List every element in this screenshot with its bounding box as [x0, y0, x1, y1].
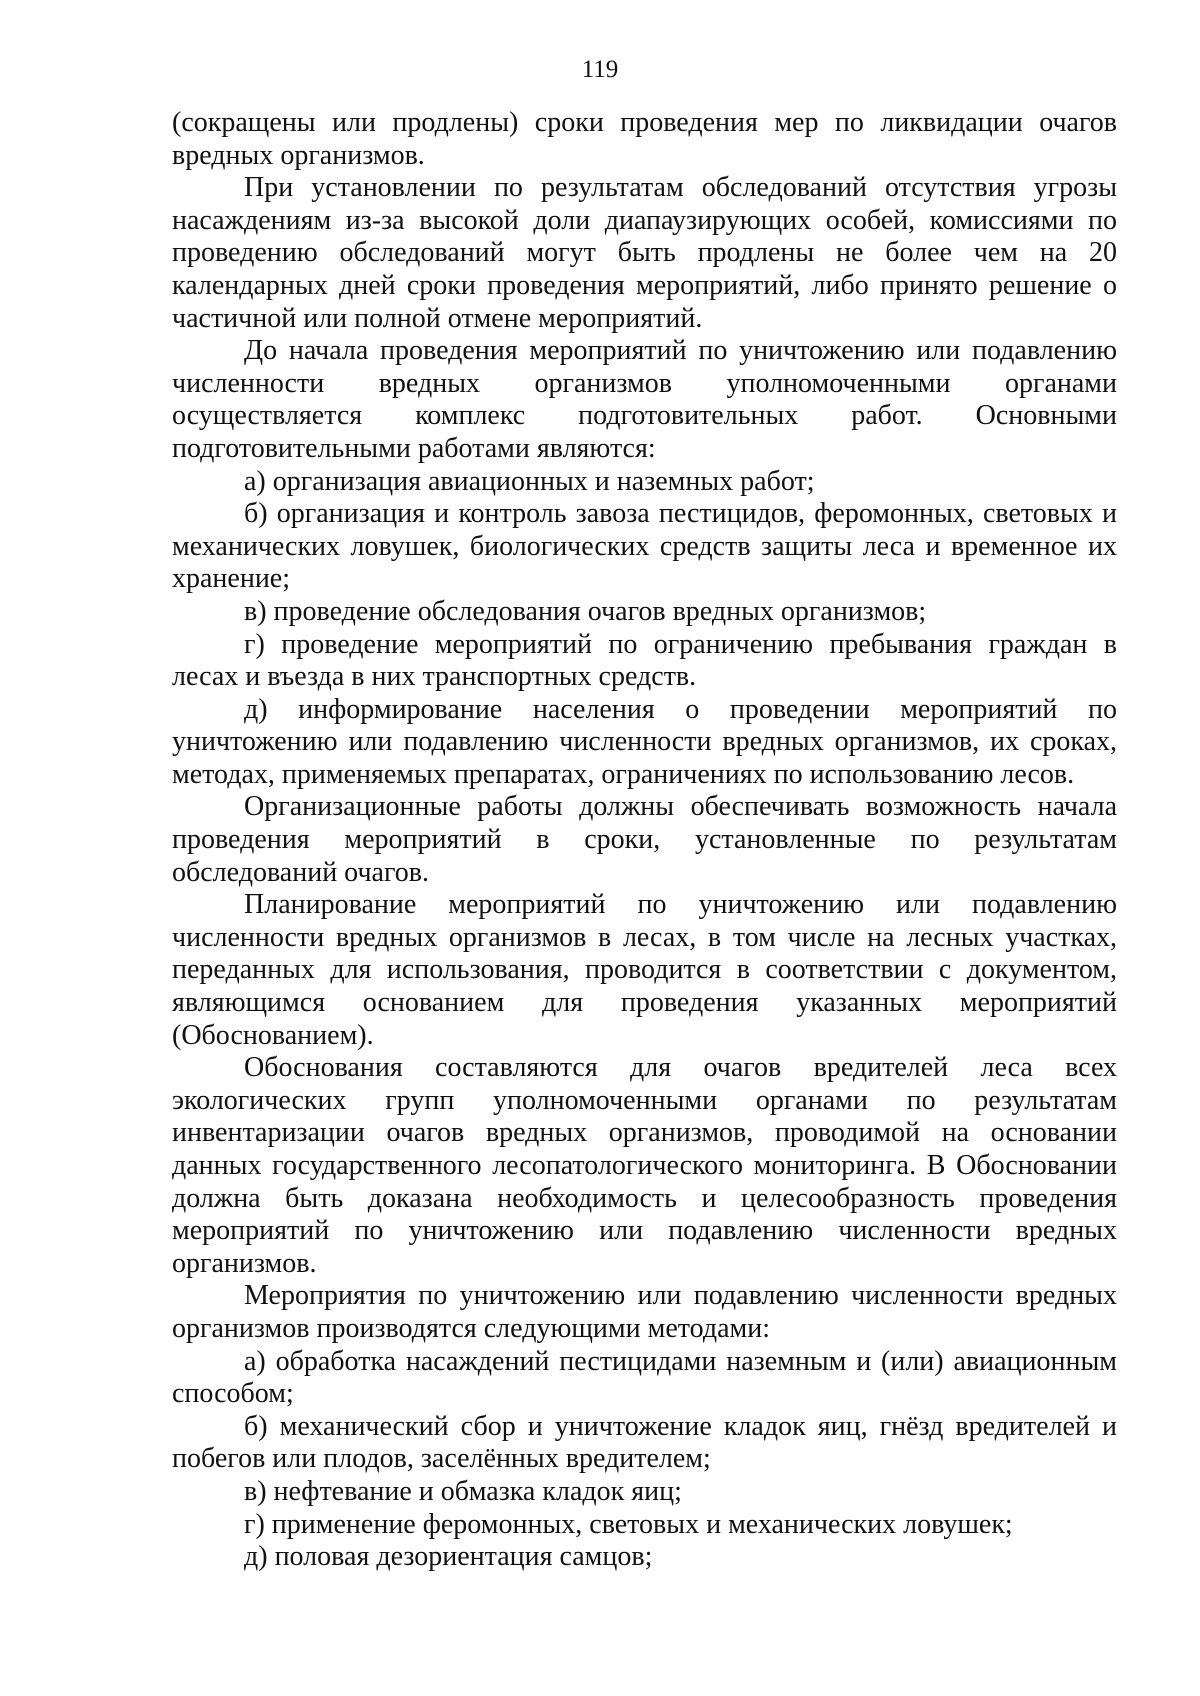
paragraph: Планирование мероприятий по уничтожению или подавлению численности вредных организмов в лесах, в том числе на лесных участках, переданных для использования, проводится в соответствии с документом, являющимся основанием для проведения указанных мероприятий (Обоснованием).	[172, 889, 1117, 1051]
document-body	[172, 107, 1117, 1574]
paragraph: д) половая дезориентация самцов;	[244, 1541, 653, 1573]
page-number: 119	[581, 56, 619, 83]
paragraph: в) проведение обследования очагов вредных организмов;	[244, 595, 927, 627]
paragraph: Мероприятия по уничтожению или подавлению численности вредных организмов производятся следующими методами:	[172, 1280, 1117, 1344]
paragraph: г) применение феромонных, световых и механических ловушек;	[244, 1508, 1013, 1540]
paragraph: в) нефтевание и обмазка кладок яиц;	[244, 1475, 682, 1507]
paragraph: (сокращены или продлены) сроки проведения мер по ликвидации очагов вредных организмов.	[172, 107, 1117, 171]
paragraph: б) организация и контроль завоза пестицидов, феромонных, световых и механических ловушек, биологических средств защиты леса и временное их хранение;	[172, 498, 1117, 595]
paragraph: д) информирование населения о проведении мероприятий по уничтожению или подавлению численности вредных организмов, их сроках, методах, применяемых препаратах, ограничениях по использованию лесов.	[172, 693, 1117, 790]
paragraph: Организационные работы должны обеспечивать возможность начала проведения мероприятий в сроки, установленные по результатам обследований очагов.	[172, 791, 1117, 888]
paragraph: б) механический сбор и уничтожение кладок яиц, гнёзд вредителей и побегов или плодов, заселённых вредителем;	[172, 1410, 1117, 1475]
paragraph: При установлении по результатам обследований отсутствия угрозы насаждениям из-за высокой доли диапаузирующих особей, комиссиями по проведению обследований могут быть продлены не более чем на 20 календарных дней сроки проведения мероприятий, либо принято решение о частичной или полной отмене мероприятий.	[172, 172, 1117, 334]
paragraph: г) проведение мероприятий по ограничению пребывания граждан в лесах и въезда в них транспортных средств.	[172, 628, 1117, 693]
paragraph: а) организация авиационных и наземных работ;	[244, 465, 815, 497]
paragraph: Обоснования составляются для очагов вредителей леса всех экологических групп уполномоченными органами по результатам инвентаризации очагов вредных организмов, проводимой на основании данных государственного лесопатологического мониторинга. В Обосновании должна быть доказана необходимость и целесообразность проведения мероприятий по уничтожению или подавлению численности вредных организмов.	[172, 1052, 1117, 1279]
paragraph: До начала проведения мероприятий по уничтожению или подавлению численности вредных организмов уполномоченными органами осуществляется комплекс подготовительных работ. Основными подготовительными работами являются:	[172, 335, 1117, 464]
paragraph: а) обработка насаждений пестицидами наземным и (или) авиационным способом;	[172, 1345, 1117, 1410]
